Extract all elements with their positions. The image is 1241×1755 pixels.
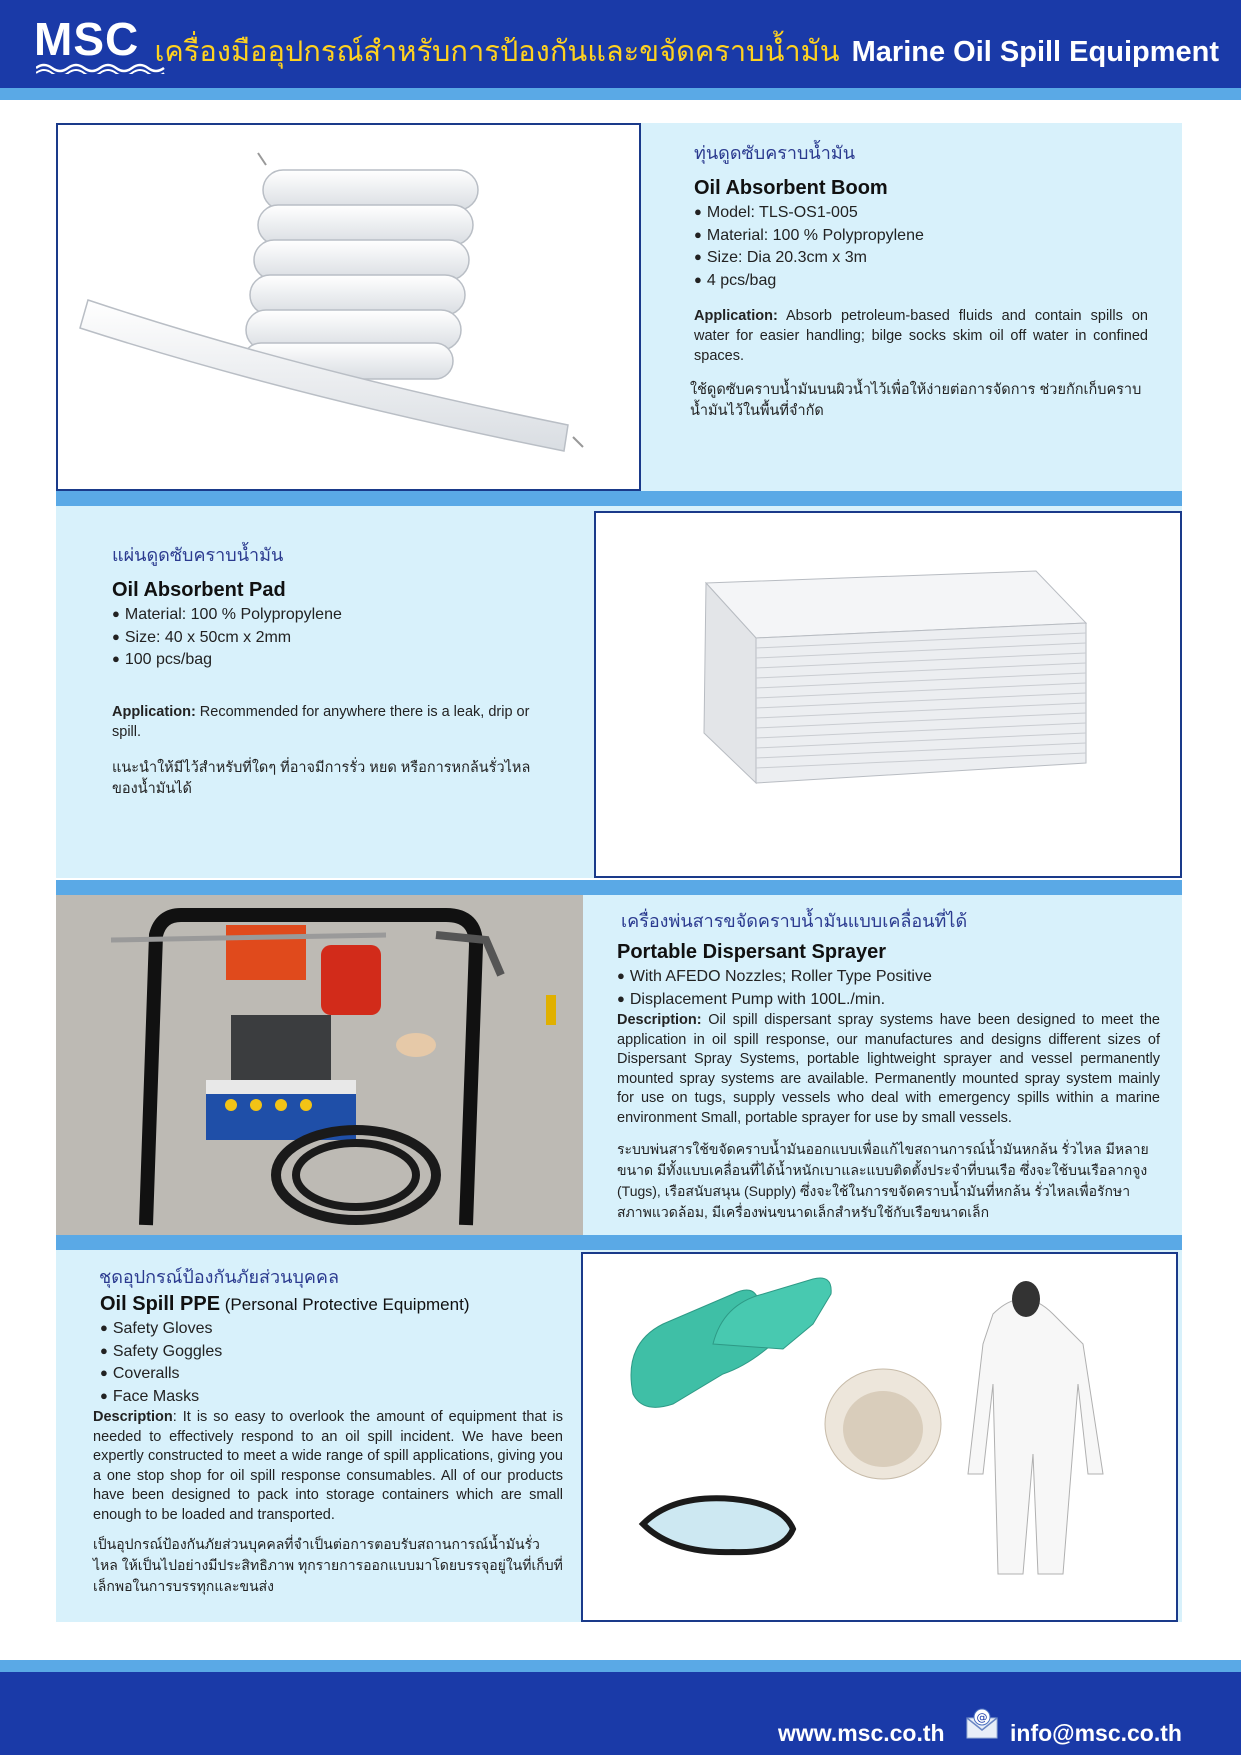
spec-item: ● Material: 100 % Polypropylene: [112, 604, 552, 627]
spec-item: ● Material: 100 % Polypropylene: [694, 225, 1148, 248]
website-link[interactable]: www.msc.co.th: [778, 1720, 945, 1746]
spec-item: ● Face Masks: [100, 1386, 563, 1409]
ppe-text: [93, 1262, 563, 1597]
application-label: Application:: [112, 703, 196, 720]
sprayer-desc-th: ระบบพ่นสารใช้ขจัดคราบน้ำมันออกแบบเพื่อแก้ไขสถานการณ์น้ำมันหกล้น รั่วไหล มีหลายขนาด มีทั้งแบบเคลื่อนที่ได้น้ำหนักเบาและแบบติดตั้งประจำที่บนเรือ ซึ่งจะใช้บนเรือลากจูง (Tugs), เรือสนับสนุน (Supply) ซึ่งจะใช้ในการขจัดคราบน้ำมันที่หกล้น รั่วไหลเพื่อรักษาสภาพแวดล้อม, มีเครื่องพ่นขนาดเล็กสำหรับใช้กับเรือขนาดเล็ก: [617, 1140, 1149, 1220]
boom-title-en: Oil Absorbent Boom: [694, 177, 888, 199]
boom-photo: [56, 123, 641, 491]
section-divider: [56, 1235, 1182, 1250]
boom-text: [690, 138, 1148, 422]
pad-title-en: Oil Absorbent Pad: [112, 579, 286, 601]
boom-spec-list: [694, 202, 1148, 292]
application-text: Recommended for anywhere there is a leak, drip or spill.: [112, 703, 530, 740]
oil-boom-image: [58, 125, 639, 489]
email-link[interactable]: info@msc.co.th: [1010, 1720, 1182, 1746]
sprayer-photo: [56, 895, 583, 1235]
spec-item: ● 4 pcs/bag: [694, 270, 1148, 293]
pad-photo: [594, 511, 1182, 878]
email-icon: [965, 1708, 999, 1742]
sprayer-spec-list: [617, 966, 1160, 1011]
boom-application: [694, 306, 1148, 366]
section-divider: [56, 491, 1182, 506]
spec-item: ● Model: TLS-OS1-005: [694, 202, 1148, 225]
boom-desc-th: ใช้ดูดซับคราบน้ำมันบนผิวน้ำไว้เพื่อให้ง่ายต่อการจัดการ ช่วยกักเก็บคราบน้ำมันไว้ในพื้นที่จำกัด: [690, 382, 1142, 419]
pad-desc-th: แนะนำให้มีไว้สำหรับที่ใดๆ ที่อาจมีการรั่ว หยด หรือการหกล้นรั่วไหลของน้ำมันได้: [112, 759, 531, 797]
logo-waves-icon: [36, 62, 166, 74]
pad-application: [112, 702, 552, 742]
ppe-spec-list: [100, 1318, 563, 1408]
page-title: [154, 28, 1219, 74]
page-header: [0, 0, 1241, 88]
footer-stripe: [0, 1660, 1241, 1672]
sprayer-description: [617, 1011, 1160, 1129]
header-stripe: [0, 88, 1241, 100]
sprayer-title-en: Portable Dispersant Sprayer: [617, 941, 886, 963]
page-title-th: เครื่องมืออุปกรณ์สำหรับการป้องกันและขจัดคราบน้ำมัน: [154, 36, 840, 68]
sprayer-title-th: เครื่องพ่นสารขจัดคราบน้ำมันแบบเคลื่อนที่ได้: [621, 911, 968, 931]
section-divider: [56, 880, 1182, 895]
pad-title-th: แผ่นดูดซับคราบน้ำมัน: [112, 545, 284, 565]
description-text: : It is so easy to overlook the amount of equipment that is needed to effectively respond to an oil spill incident. We have been expertly constructed to meet a wide range of spill applications, giving you a one stop shop for oil spill response consumables. All of our products have been designed to pack into storage containers which are small enough to be loaded and transported.: [93, 1409, 563, 1523]
dispersant-sprayer-image: [56, 895, 583, 1235]
ppe-title: [100, 1293, 563, 1316]
ppe-title-en: Oil Spill PPE: [100, 1293, 221, 1315]
boom-title-th: ทุ่นดูดซับคราบน้ำมัน: [694, 143, 856, 163]
ppe-image: [583, 1254, 1176, 1620]
description-label: Description:: [617, 1012, 702, 1028]
application-label: Application:: [694, 308, 778, 324]
spec-item: ● Safety Gloves: [100, 1318, 563, 1341]
ppe-title-th: ชุดอุปกรณ์ป้องกันภัยส่วนบุคคล: [99, 1267, 339, 1287]
msc-logo: [34, 13, 170, 72]
pad-spec-list: [112, 604, 552, 672]
description-label: Description: [93, 1409, 173, 1425]
page-title-en: Marine Oil Spill Equipment: [851, 36, 1219, 68]
spec-item: ● 100 pcs/bag: [112, 649, 552, 672]
ppe-description: [93, 1408, 563, 1526]
application-text: Absorb petroleum-based fluids and contain spills on water for easier handling; bilge socks skim oil off water in confined spaces.: [694, 308, 1148, 364]
spec-item: ● Size: Dia 20.3cm x 3m: [694, 247, 1148, 270]
pad-text: [112, 540, 552, 800]
spec-item: ● Size: 40 x 50cm x 2mm: [112, 627, 552, 650]
spec-item: ● With AFEDO Nozzles; Roller Type Positive: [617, 966, 1160, 989]
description-text: Oil spill dispersant spray systems have been designed to meet the application in oil spill response, our manufactures and designs different sizes of Dispersant Spray Systems, portable lightweight sprayer and vessel permanently mounted spray systems are available. Permanently mounted spray system mainly for use on tugs, supply vessels who deal with emergency spills within a marine environment Small, portable sprayer for use by small vessels.: [617, 1012, 1160, 1126]
spec-item: ● Displacement Pump with 100L./min.: [617, 989, 1160, 1012]
spec-item: ● Coveralls: [100, 1363, 563, 1386]
ppe-photo: [581, 1252, 1178, 1622]
sprayer-text: [617, 906, 1160, 1223]
ppe-desc-th: เป็นอุปกรณ์ป้องกันภัยส่วนบุคคลที่จำเป็นต่อการตอบรับสถานการณ์น้ำมันรั่วไหล ให้เป็นไปอย่างมีประสิทธิภาพ ทุกรายการออกแบบมาโดยบรรจุอยู่ในที่เก็บที่เล็กพอในการบรรทุกและขนส่ง: [93, 1535, 563, 1594]
spec-item: ● Safety Goggles: [100, 1341, 563, 1364]
logo-text: MSC: [34, 13, 140, 65]
svg-text:@: @: [976, 1711, 988, 1724]
oil-pad-image: [596, 513, 1180, 876]
ppe-title-sub: (Personal Protective Equipment): [220, 1295, 470, 1314]
